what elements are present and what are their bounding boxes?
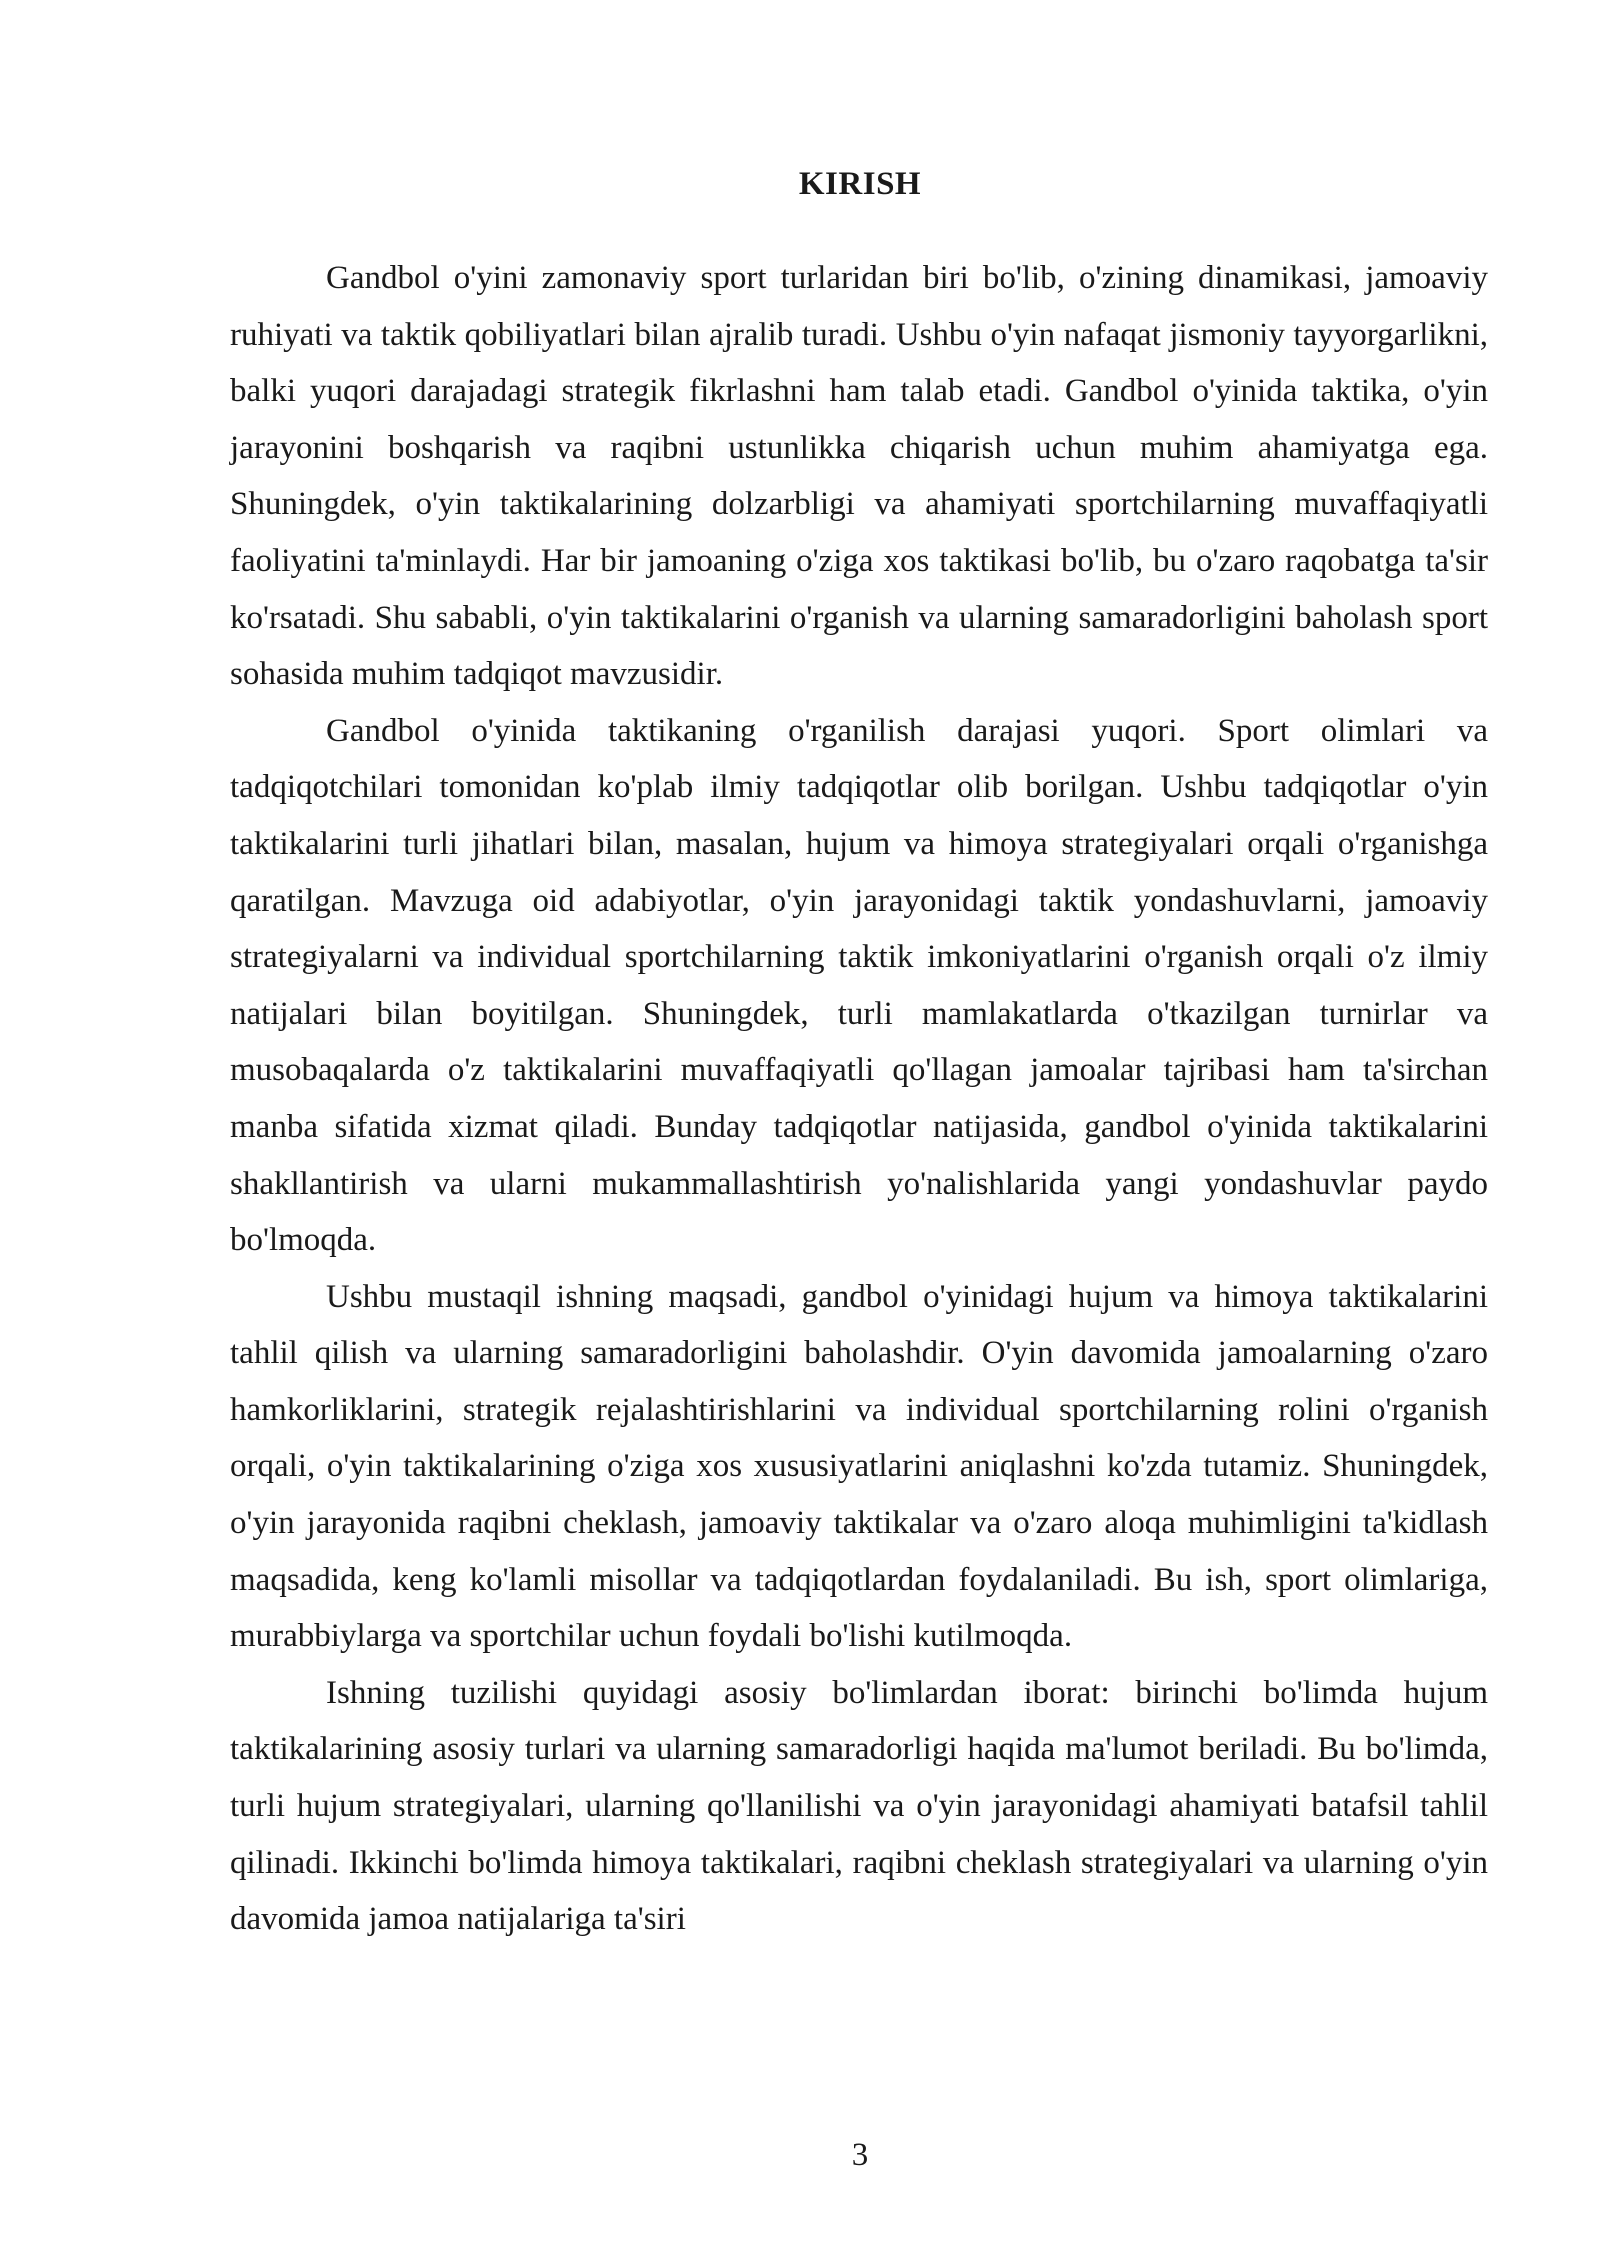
section-heading: KIRISH [798,166,922,202]
page-number: 3 [851,2137,869,2173]
body-text [230,250,1488,1948]
paragraph-1: Gandbol o'yini zamonaviy sport turlaridan biri bo'lib, o'zining dinamikasi, jamoaviy ruhiyati va taktik qobiliyatlari bilan ajralib turadi. Ushbu o'yin nafaqat jismoniy tayyorgarlikni, balki yuqori darajadagi strategik fikrlashni ham talab etadi. Gandbol o'yinida taktika, o'yin jarayonini boshqarish va raqibni ustunlikka chiqarish uchun muhim ahamiyatga ega. Shuningdek, o'yin taktikalarining dolzarbligi va ahamiyati sportchilarning muvaffaqiyatli faoliyatini ta'minlaydi. Har bir jamoaning o'ziga xos taktikasi bo'lib, bu o'zaro raqobatga ta'sir ko'rsatadi. Shu sababli, o'yin taktikalarini o'rganish va ularning samaradorligini baholash sport sohasida muhim tadqiqot mavzusidir. [230,260,1488,693]
paragraph-3: Ushbu mustaqil ishning maqsadi, gandbol o'yinidagi hujum va himoya taktikalarini tahlil qilish va ularning samaradorligini baholashdir. O'yin davomida jamoalarning o'zaro hamkorliklarini, strategik rejalashtirishlarini va individual sportchilarning rolini o'rganish orqali, o'yin taktikalarining o'ziga xos xususiyatlarini aniqlashni ko'zda tutamiz. Shuningdek, o'yin jarayonida raqibni cheklash, jamoaviy taktikalar va o'zaro aloqa muhimligini ta'kidlash maqsadida, keng ko'lamli misollar va tadqiqotlardan foydalaniladi. Bu ish, sport olimlariga, murabbiylarga va sportchilar uchun foydali bo'lishi kutilmoqda. [230,1278,1488,1655]
paragraph-2: Gandbol o'yinida taktikaning o'rganilish darajasi yuqori. Sport olimlari va tadqiqotchilari tomonidan ko'plab ilmiy tadqiqotlar olib borilgan. Ushbu tadqiqotlar o'yin taktikalarini turli jihatlari bilan, masalan, hujum va himoya strategiyalari orqali o'rganishga qaratilgan. Mavzuga oid adabiyotlar, o'yin jarayonidagi taktik yondashuvlarni, jamoaviy strategiyalarni va individual sportchilarning taktik imkoniyatlarini o'rganish orqali o'z ilmiy natijalari bilan boyitilgan. Shuningdek, turli mamlakatlarda o'tkazilgan turnirlar va musobaqalarda o'z taktikalarini muvaffaqiyatli qo'llagan jamoalar tajribasi ham ta'sirchan manba sifatida xizmat qiladi. Bunday tadqiqotlar natijasida, gandbol o'yinida taktikalarini shakllantirish va ularni mukammallashtirish yo'nalishlarida yangi yondashuvlar paydo bo'lmoqda. [230,712,1488,1259]
paragraph-4: Ishning tuzilishi quyidagi asosiy bo'limlardan iborat: birinchi bo'limda hujum taktikalarining asosiy turlari va ularning samaradorligi haqida ma'lumot beriladi. Bu bo'limda, turli hujum strategiyalari, ularning qo'llanilishi va o'yin jarayonidagi ahamiyati batafsil tahlil qilinadi. Ikkinchi bo'limda himoya taktikalari, raqibni cheklash strategiyalari va ularning o'yin davomida jamoa natijalariga ta'siri [230,1674,1488,1938]
